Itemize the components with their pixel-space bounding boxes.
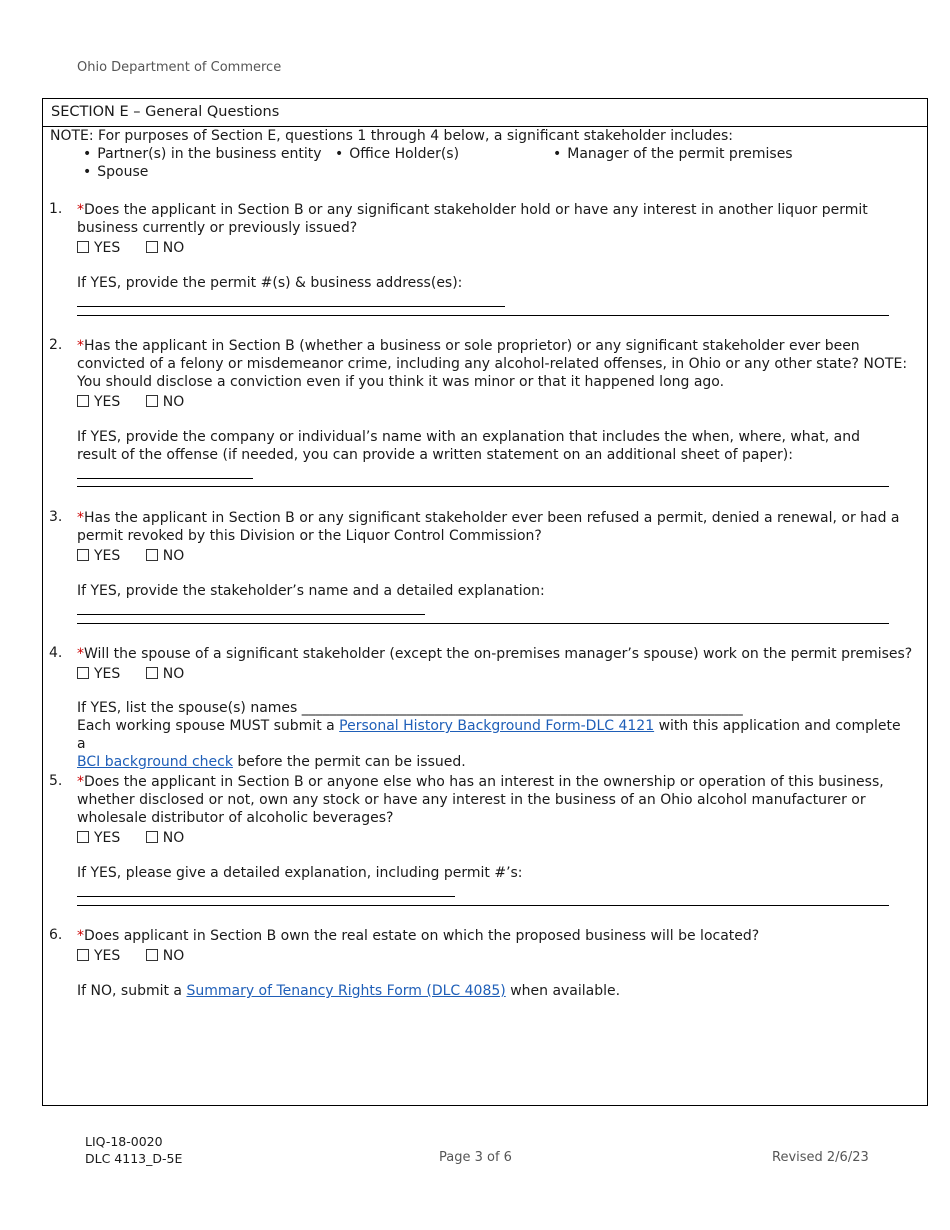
- yes-checkbox[interactable]: YES: [77, 947, 120, 965]
- spouse-note-end: before the permit can be issued.: [237, 754, 466, 770]
- checkbox-icon: [77, 395, 89, 407]
- answer-blank[interactable]: [77, 600, 425, 615]
- question-number: 5.: [49, 773, 63, 789]
- checkbox-icon: [146, 949, 158, 961]
- no-checkbox[interactable]: NO: [146, 393, 185, 411]
- question-text: Will the spouse of a significant stakeholder (except the on-premises manager’s spouse) work on the permit premises?: [84, 646, 913, 662]
- checkbox-icon: [146, 549, 158, 561]
- agency-name: Ohio Department of Commerce: [77, 60, 282, 75]
- required-marker: *: [77, 646, 84, 662]
- no-checkbox[interactable]: NO: [146, 829, 185, 847]
- yes-checkbox[interactable]: YES: [77, 393, 120, 411]
- no-checkbox[interactable]: NO: [146, 547, 185, 565]
- yes-checkbox[interactable]: YES: [77, 829, 120, 847]
- question-text: Does the applicant in Section B or any significant stakeholder hold or have any interest in another liquor permit business currently or previously issued?: [77, 202, 868, 236]
- followup-line: [77, 274, 889, 312]
- followup-line: [77, 582, 889, 620]
- stakeholder-list: [83, 145, 843, 183]
- spouse-names-blank[interactable]: _______________________________________________________________: [301, 700, 743, 716]
- form-code: DLC 4113_D-5E: [85, 1151, 183, 1166]
- yes-checkbox[interactable]: YES: [77, 547, 120, 565]
- no-checkbox[interactable]: NO: [146, 947, 185, 965]
- followup-label: If YES, please give a detailed explanation, including permit #’s:: [77, 865, 523, 881]
- question-number: 1.: [49, 201, 63, 217]
- stakeholder-office-holder: • Office Holder(s): [335, 145, 459, 163]
- required-marker: *: [77, 510, 84, 526]
- question-text: Has the applicant in Section B (whether a business or sole proprietor) or any significant stakeholder ever been convicted of a felony or misdemeanor crime, including any alcohol-related offenses, in Ohio or any other state? NOTE: You should disclose a conviction even if you think it was minor or that it happened long ago.: [77, 338, 908, 390]
- answer-line[interactable]: [77, 315, 889, 316]
- question-1: [49, 201, 919, 291]
- checkbox-icon: [77, 949, 89, 961]
- yes-checkbox[interactable]: YES: [77, 665, 120, 683]
- question-text: Does applicant in Section B own the real estate on which the proposed business will be located?: [84, 928, 760, 944]
- stakeholder-manager: • Manager of the permit premises: [553, 145, 793, 163]
- tenancy-followup: [77, 982, 889, 1000]
- required-marker: *: [77, 928, 84, 944]
- question-number: 4.: [49, 645, 63, 661]
- checkbox-icon: [146, 831, 158, 843]
- bci-background-check-link[interactable]: BCI background check: [77, 754, 233, 770]
- answer-blank[interactable]: [77, 292, 505, 307]
- answer-line[interactable]: [77, 905, 889, 906]
- question-3: [49, 509, 919, 599]
- question-number: 6.: [49, 927, 63, 943]
- tenancy-rights-form-link[interactable]: Summary of Tenancy Rights Form (DLC 4085): [186, 983, 506, 999]
- revised-date: Revised 2/6/23: [772, 1150, 869, 1165]
- section-title: SECTION E – General Questions: [43, 99, 927, 127]
- spouse-followup: [77, 699, 907, 771]
- personal-history-form-link[interactable]: Personal History Background Form-DLC 4121: [339, 718, 655, 734]
- answer-line[interactable]: [77, 486, 889, 487]
- question-4: [49, 645, 919, 770]
- question-text: Does the applicant in Section B or anyone else who has an interest in the ownership or operation of this business, whether disclosed or not, own any stock or have any interest in the business of an Ohio alcohol manufacturer or wholesale distributor of alcoholic beverages?: [77, 774, 884, 826]
- question-6: [49, 927, 919, 999]
- followup-line: [77, 428, 889, 484]
- followup-suffix: when available.: [510, 983, 621, 999]
- form-id: LIQ-18-0020: [85, 1134, 163, 1149]
- spouse-note-middle: with this application and complete a: [77, 718, 901, 752]
- checkbox-icon: [77, 667, 89, 679]
- followup-label: If NO, submit a: [77, 983, 182, 999]
- required-marker: *: [77, 774, 84, 790]
- stakeholder-spouse: • Spouse: [83, 163, 148, 181]
- answer-line[interactable]: [77, 623, 889, 624]
- page-number: Page 3 of 6: [439, 1150, 512, 1165]
- followup-label: If YES, provide the stakeholder’s name and a detailed explanation:: [77, 583, 545, 599]
- no-checkbox[interactable]: NO: [146, 239, 185, 257]
- checkbox-icon: [146, 667, 158, 679]
- followup-line: [77, 864, 889, 902]
- checkbox-icon: [146, 395, 158, 407]
- no-checkbox[interactable]: NO: [146, 665, 185, 683]
- stakeholder-note: NOTE: For purposes of Section E, questions 1 through 4 below, a significant stakeholder includes:: [50, 128, 733, 144]
- followup-label: If YES, provide the company or individual’s name with an explanation that includes the when, where, what, and result of the offense (if needed, you can provide a written statement on an additional sheet of paper):: [77, 429, 860, 463]
- answer-blank[interactable]: [77, 464, 253, 479]
- spouse-note-start: Each working spouse MUST submit a: [77, 718, 335, 734]
- checkbox-icon: [77, 831, 89, 843]
- question-2: [49, 337, 919, 463]
- question-text: Has the applicant in Section B or any significant stakeholder ever been refused a permit, denied a renewal, or had a permit revoked by this Division or the Liquor Control Commission?: [77, 510, 900, 544]
- section-e-box: [42, 98, 928, 1106]
- yes-checkbox[interactable]: YES: [77, 239, 120, 257]
- answer-blank[interactable]: [77, 882, 455, 897]
- question-number: 2.: [49, 337, 63, 353]
- required-marker: *: [77, 338, 84, 354]
- stakeholder-partner: • Partner(s) in the business entity: [83, 145, 322, 163]
- question-5: [49, 773, 919, 881]
- question-number: 3.: [49, 509, 63, 525]
- checkbox-icon: [77, 549, 89, 561]
- followup-label: If YES, provide the permit #(s) & business address(es):: [77, 275, 463, 291]
- required-marker: *: [77, 202, 84, 218]
- footer-form-ids: [85, 1133, 182, 1167]
- checkbox-icon: [77, 241, 89, 253]
- followup-label: If YES, list the spouse(s) names: [77, 700, 298, 716]
- checkbox-icon: [146, 241, 158, 253]
